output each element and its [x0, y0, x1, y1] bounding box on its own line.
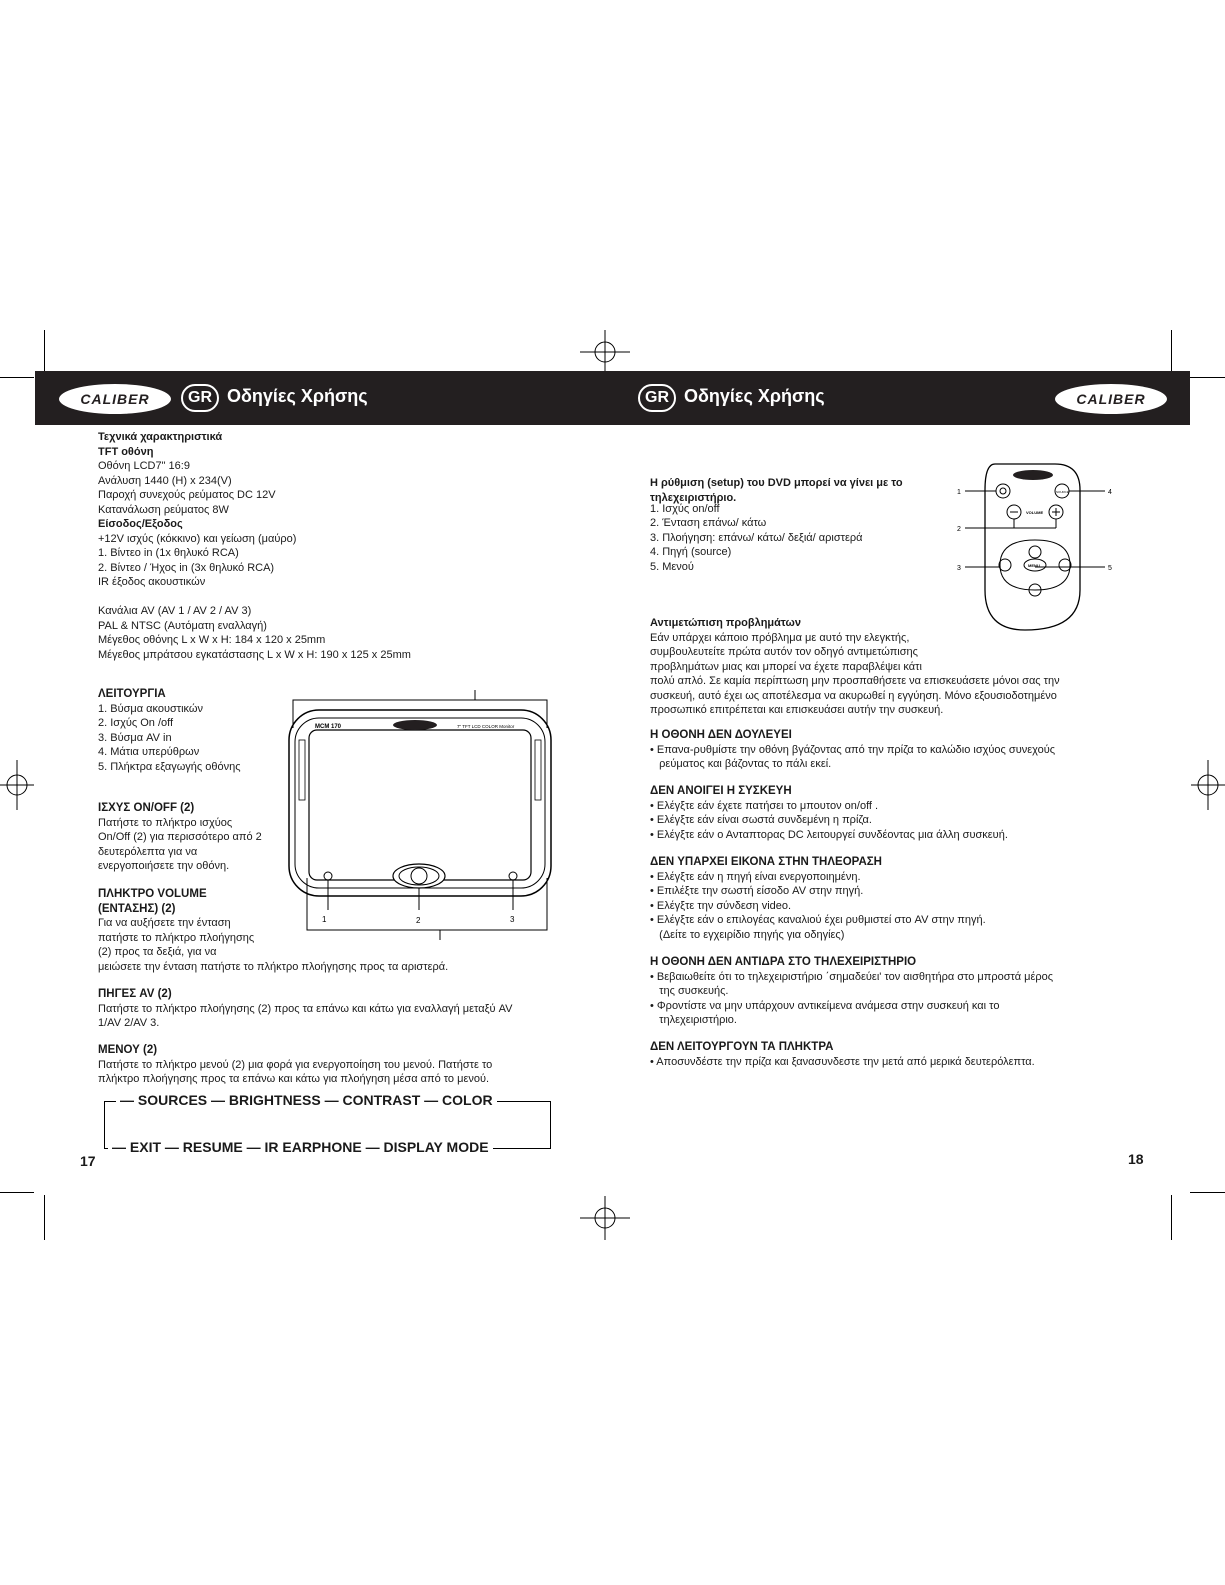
- monitor-model-label: MCM 170: [315, 724, 342, 730]
- separator: —: [365, 1139, 380, 1155]
- spec-line: +12V ισχύς (κόκκινο) και γείωση (μαύρο): [98, 532, 297, 545]
- spec-line: Μέγεθος οθόνης L x W x H: 184 x 120 x 25mm: [98, 634, 326, 646]
- page-number-right: 18: [1128, 1151, 1144, 1167]
- crop-mark: [1190, 377, 1225, 378]
- registration-mark-top: [580, 330, 630, 374]
- setup-item: 2. Ένταση επάνω/ κάτω: [650, 517, 767, 529]
- separator: —: [424, 1092, 439, 1108]
- spec-line: Κανάλια AV (AV 1 / AV 2 / AV 3): [98, 605, 252, 617]
- setup-item: 4. Πηγή (source): [650, 546, 732, 558]
- troubleshoot-line: προβλημάτων μιας και μπορεί να έχετε παραβλέψει κάτι: [650, 660, 922, 673]
- menu-title: ΜΕΝΟΥ (2): [98, 1044, 158, 1056]
- issue-line: • Επιλέξτε την σωστή είσοδο AV στην πηγή.: [650, 885, 864, 897]
- function-item: 3. Βύσμα AV in: [98, 731, 172, 744]
- issue-device-not-on: [650, 784, 1008, 842]
- volume-line: μειώσετε την ένταση πατήστε το πλήκτρο πλοήγησης προς τα αριστερά.: [98, 960, 449, 973]
- function-item: 4. Μάτια υπερύθρων: [98, 746, 200, 758]
- registration-mark-bottom: [580, 1196, 630, 1240]
- remote-callout-4: 4: [1108, 489, 1112, 496]
- spec-line: PAL & NTSC (Αυτόματη εναλλαγή): [98, 619, 267, 632]
- separator: —: [164, 1139, 179, 1155]
- setup-item: 5. Μενού: [650, 560, 694, 573]
- remote-callout-5: 5: [1108, 565, 1112, 572]
- power-line: ενεργοποιήσετε την οθόνη.: [98, 860, 230, 872]
- page-number-left: 17: [80, 1153, 96, 1169]
- issue-buttons-not-working: [650, 1040, 1035, 1069]
- spec-line: Παροχή συνεχούς ρεύματος DC 12V: [98, 489, 276, 501]
- menu-option: CONTRAST: [342, 1092, 421, 1108]
- setup-title-2: τηλεχειριστήριο.: [650, 491, 737, 504]
- volume-label: VOLUME: [1026, 510, 1044, 515]
- issue-line: • Βεβαιωθείτε ότι το τηλεχειριστήριο ΄σημαδεύει' τον αισθητήρα στο μπροστά μέρος: [650, 970, 1054, 983]
- issue-title: Η ΟΘΟΝΗ ΔΕΝ ΑΝΤΙΔΡΑ ΣΤΟ ΤΗΛΕΧΕΙΡΙΣΤΗΡΙΟ: [650, 956, 917, 968]
- language-badge-left: GR: [181, 384, 219, 412]
- menu-option: DISPLAY MODE: [383, 1139, 489, 1155]
- setup-item: 1. Ισχύς on/off: [650, 502, 720, 515]
- sources-line: Πατήστε το πλήκτρο πλοήγησης (2) προς τα επάνω και κάτω για εναλλαγή μεταξύ AV: [98, 1002, 513, 1015]
- header-title-right: Οδηγίες Χρήσης: [684, 386, 825, 406]
- troubleshoot-section: [650, 616, 1060, 718]
- menu-option: COLOR: [442, 1092, 493, 1108]
- troubleshoot-line: προσωπικό επιτρέπεται και επισκευάσει αυτήν την συσκευή.: [650, 704, 944, 716]
- header-bar: [35, 371, 1190, 425]
- sources-title: ΠΗΓΕΣ AV (2): [98, 988, 172, 1000]
- troubleshoot-line: Εάν υπάρχει κάποιο πρόβλημα με αυτό την ελεγκτής,: [650, 631, 910, 644]
- specs-section: [98, 430, 411, 662]
- issue-line: της συσκευής.: [650, 985, 729, 997]
- source-label: SOURCE: [1056, 490, 1069, 494]
- issue-no-picture: [650, 855, 986, 942]
- separator: —: [120, 1092, 134, 1108]
- registration-mark-left: [0, 760, 34, 810]
- spec-line: Οθόνη LCD7" 16:9: [98, 460, 190, 472]
- menu-option: RESUME: [182, 1139, 243, 1155]
- issue-line: (Δείτε το εγχειρίδιο πηγής για οδηγίες): [650, 928, 845, 941]
- monitor-caption: 7" TFT LCD COLOR Monitor: [457, 724, 515, 729]
- function-item: 5. Πλήκτρα εξαγωγής οθόνης: [98, 760, 241, 773]
- spec-line: IR έξοδος ακουστικών: [98, 576, 206, 588]
- issue-title: Η ΟΘΟΝΗ ΔΕΝ ΔΟΥΛΕΥΕΙ: [650, 729, 792, 741]
- issue-line: • Ελέγξτε την σύνδεση video.: [650, 899, 792, 912]
- specs-subtitle: TFT οθόνη: [98, 445, 154, 458]
- setup-section: [650, 476, 903, 574]
- menu-flow-top: [116, 1092, 497, 1108]
- function-section: [98, 687, 241, 774]
- crop-mark: [1190, 1192, 1225, 1193]
- menu-label: MENU: [1028, 563, 1040, 568]
- header-title-left: Οδηγίες Χρήσης: [227, 386, 368, 406]
- remote-callout-3: 3: [957, 565, 961, 572]
- remote-callout-2: 2: [957, 526, 961, 533]
- power-title: ΙΣΧΥΣ ON/OFF (2): [98, 802, 195, 814]
- volume-line: πατήστε το πλήκτρο πλοήγησης: [98, 931, 255, 944]
- spec-line: Ανάλυση 1440 (H) x 234(V): [98, 474, 232, 487]
- issue-line: ρεύματος και βάζοντας το πάλι εκεί.: [650, 758, 832, 770]
- io-title: Είσοδος/Εξοδος: [98, 518, 183, 530]
- menu-line: Πατήστε το πλήκτρο μενού (2) μια φορά για ενεργοποίηση του μενού. Πατήστε το: [98, 1058, 493, 1071]
- power-line: Πατήστε το πλήκτρο ισχύος: [98, 816, 233, 829]
- issue-title: ΔΕΝ ΑΝΟΙΓΕΙ Η ΣΥΣΚΕΥΗ: [650, 785, 792, 797]
- spec-line: Μέγεθος μπράτσου εγκατάστασης L x W x H: 190 x 125 x 25mm: [98, 648, 411, 661]
- troubleshoot-title: Αντιμετώπιση προβλημάτων: [650, 617, 801, 629]
- separator: —: [324, 1092, 339, 1108]
- issue-screen-not-working: [650, 728, 1055, 772]
- power-line: On/Off (2) για περισσότερο από 2: [98, 831, 262, 843]
- spec-line: 1. Βίντεο in (1x θηλυκό RCA): [98, 547, 239, 559]
- menu-section: [98, 1043, 492, 1087]
- menu-option: BRIGHTNESS: [228, 1092, 321, 1108]
- issue-line: τηλεχειριστήριο.: [650, 1014, 737, 1026]
- specs-title: Τεχνικά χαρακτηριστικά: [98, 431, 223, 443]
- sources-section: [98, 987, 512, 1031]
- spec-line: 2. Βίντεο / Ήχος in (3x θηλυκό RCA): [98, 561, 275, 574]
- remote-diagram: [955, 460, 1115, 632]
- spec-line: Κατανάλωση ρεύματος 8W: [98, 503, 229, 516]
- monitor-diagram: [285, 688, 555, 943]
- caliber-logo-right: CALIBER: [1055, 384, 1167, 414]
- setup-item: 3. Πλοήγηση: επάνω/ κάτω/ δεξιά/ αριστερά: [650, 531, 863, 544]
- crop-mark: [0, 377, 34, 378]
- function-item: 2. Ισχύς On /off: [98, 717, 174, 729]
- function-title: ΛΕΙΤΟΥΡΓΙΑ: [98, 688, 166, 700]
- issue-line: • Αποσυνδέστε την πρίζα και ξανασυνδεστε την μετά από μερικά δευτερόλεπτα.: [650, 1055, 1035, 1068]
- registration-mark-right: [1191, 760, 1225, 810]
- sources-line: 1/AV 2/AV 3.: [98, 1017, 160, 1029]
- volume-title-2: (ΕΝΤΑΣΗΣ) (2): [98, 902, 176, 915]
- separator: —: [112, 1139, 126, 1155]
- menu-option: IR EARPHONE: [264, 1139, 362, 1155]
- separator: —: [246, 1139, 261, 1155]
- menu-option: EXIT: [129, 1139, 162, 1155]
- issue-line: • Φροντίστε να μην υπάρχουν αντικείμενα ανάμεσα στην συσκευή και το: [650, 999, 1000, 1012]
- issue-title: ΔΕΝ ΥΠΑΡΧΕΙ ΕΙΚΟΝΑ ΣΤΗΝ ΤΗΛΕΟΡΑΣΗ: [650, 856, 882, 868]
- issue-title: ΔΕΝ ΛΕΙΤΟΥΡΓΟΥΝ ΤΑ ΠΛΗΚΤΡΑ: [650, 1041, 834, 1053]
- language-badge-right: GR: [638, 384, 676, 412]
- menu-line: πλήκτρο πλοήγησης προς τα επάνω και κάτω για πλοήγηση μέσα από το μενού.: [98, 1073, 490, 1085]
- crop-mark: [1171, 1195, 1172, 1240]
- troubleshoot-line: συμβουλευτείτε πρώτα αυτόν τον οδηγό αντιμετώπισης: [650, 646, 918, 658]
- monitor-callout-1: 1: [322, 915, 327, 924]
- crop-mark: [0, 1192, 34, 1193]
- remote-callout-1: 1: [957, 489, 961, 496]
- menu-flow-bottom: [108, 1139, 493, 1155]
- troubleshoot-line: συσκευή, αυτό έχει ως αποτέλεσμα να ακυρωθεί η εγγύηση. Μόνο εξουσιοδοτημένο: [650, 689, 1057, 702]
- monitor-callout-3: 3: [510, 915, 515, 924]
- separator: —: [211, 1092, 226, 1108]
- menu-option: SOURCES: [137, 1092, 208, 1108]
- volume-line: Για να αυξήσετε την ένταση: [98, 917, 231, 929]
- issue-line: • Ελέγξτε εάν είναι σωστά συνδεμένη η πρίζα.: [650, 814, 872, 826]
- crop-mark: [44, 1195, 45, 1240]
- volume-line: (2) προς τα δεξιά, για να: [98, 946, 217, 958]
- issue-remote-no-response: [650, 955, 1053, 1028]
- issue-line: • Ελέγξτε εάν η πηγή είναι ενεργοποιημένη.: [650, 870, 861, 883]
- issue-line: • Ελέγξτε εάν ο επιλογέας καναλιού έχει ρυθμιστεί στο AV στην πηγή.: [650, 914, 986, 926]
- function-item: 1. Βύσμα ακουστικών: [98, 702, 204, 715]
- troubleshoot-line: πολύ απλό. Σε καμία περίπτωση μην προσπαθήσετε να επισκευάσετε μόνοι σας την: [650, 675, 1060, 687]
- issue-line: • Ελέγξτε εάν έχετε πατήσει το μπουτον on/off .: [650, 799, 879, 812]
- caliber-logo-left: CALIBER: [59, 384, 171, 414]
- power-section: [98, 801, 262, 874]
- monitor-callout-2: 2: [416, 916, 421, 925]
- issue-line: • Ελέγξτε εάν ο Ανταπτορας DC λειτουργεί συνδέοντας μια άλλη συσκευή.: [650, 828, 1008, 841]
- setup-title: Η ρύθμιση (setup) του DVD μπορεί να γίνει με το: [650, 477, 903, 489]
- power-line: δευτερόλεπτα για να: [98, 845, 198, 858]
- volume-title: ΠΛΗΚΤΡΟ VOLUME: [98, 888, 207, 900]
- issue-line: • Επανα-ρυθμίστε την οθόνη βγάζοντας από την πρίζα το καλώδιο ισχύος συνεχούς: [650, 743, 1056, 756]
